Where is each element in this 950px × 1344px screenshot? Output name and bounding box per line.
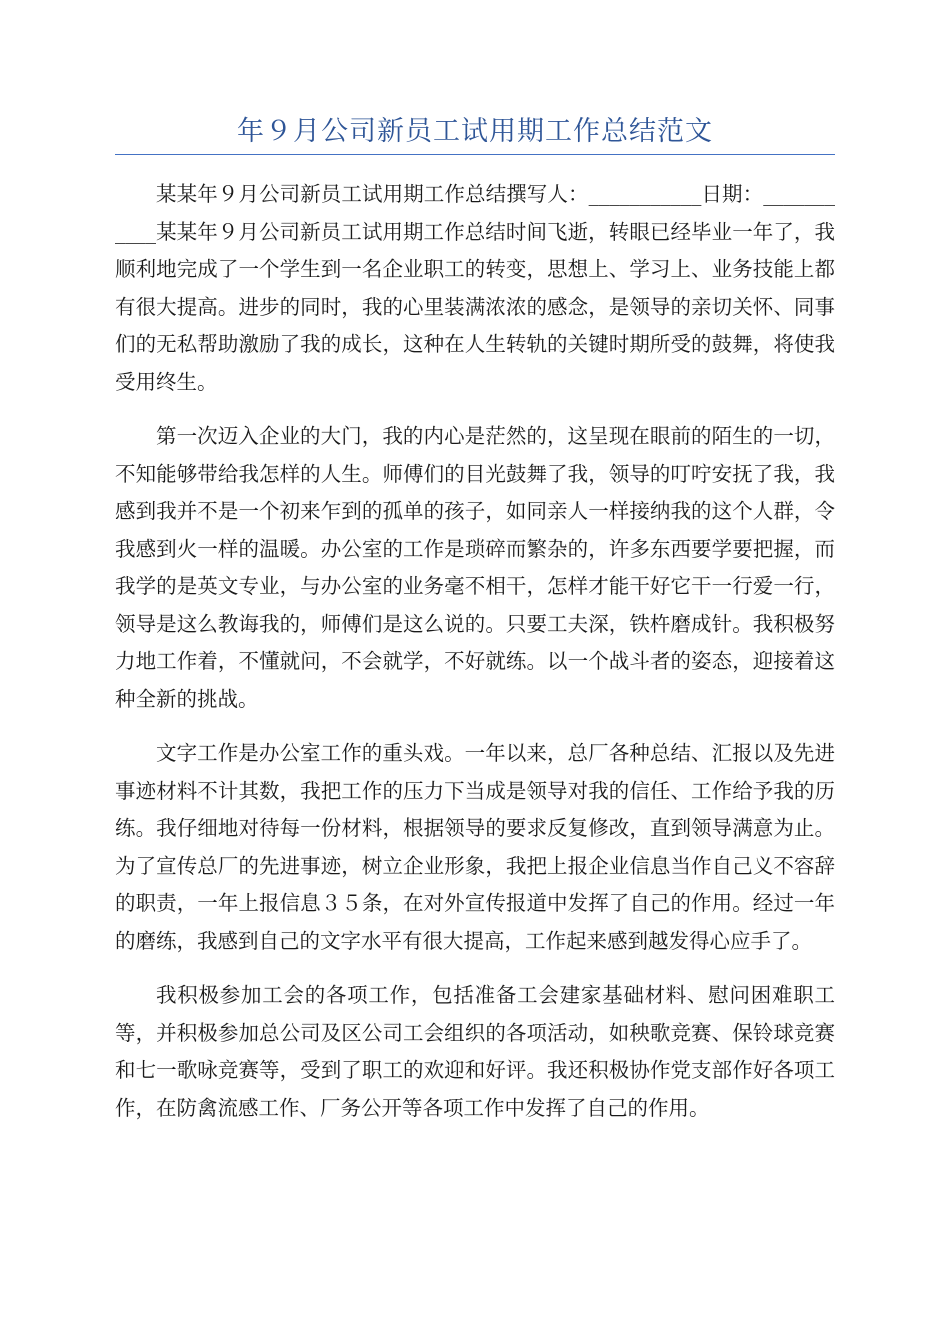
paragraph-3: 文字工作是办公室工作的重头戏。一年以来，总厂各种总结、汇报以及先进事迹材料不计其数，我把工作的压力下当成是领导对我的信任、工作给予我的历练。我仔细地对待每一份材料，根据领导的要求反复修改，直到领导满意为止。为了宣传总厂的先进事迹，树立企业形象，我把上报企业信息当作自己义不容辞的职责，一年上报信息３５条，在对外宣传报道中发挥了自己的作用。经过一年的磨练，我感到自己的文字水平有很大提高，工作起来感到越发得心应手了。: [115, 741, 835, 953]
paragraph-1: 某某年９月公司新员工试用期工作总结撰写人：___________日期：___________某某年９月公司新员工试用期工作总结时间飞逝，转眼已经毕业一年了，我顺利地完成了一个学生到一名企业职工的转变，思想上、学习上、业务技能上都有很大提高。进步的同时，我的心里装满浓浓的感念，是领导的亲切关怀、同事们的无私帮助激励了我的成长，这种在人生转轨的关键时期所受的鼓舞，将使我受用终生。: [115, 182, 835, 394]
document-title: 年９月公司新员工试用期工作总结范文: [237, 116, 713, 147]
document-body: [115, 176, 835, 1144]
paragraph-4: 我积极参加工会的各项工作，包括准备工会建家基础材料、慰问困难职工等，并积极参加总公司及区公司工会组织的各项活动，如秧歌竞赛、保铃球竞赛和七一歌咏竞赛等，受到了职工的欢迎和好评。我还积极协作党支部作好各项工作，在防禽流感工作、厂务公开等各项工作中发挥了自己的作用。: [115, 983, 835, 1120]
paragraph-2: 第一次迈入企业的大门，我的内心是茫然的，这呈现在眼前的陌生的一切，不知能够带给我怎样的人生。师傅们的目光鼓舞了我，领导的叮咛安抚了我，我感到我并不是一个初来乍到的孤单的孩子，如同亲人一样接纳我的这个人群，令我感到火一样的温暖。办公室的工作是琐碎而繁杂的，许多东西要学要把握，而我学的是英文专业，与办公室的业务毫不相干，怎样才能干好它干一行爱一行，领导是这么教诲我的，师傅们是这么说的。只要工夫深，铁杵磨成针。我积极努力地工作着，不懂就问，不会就学，不好就练。以一个战斗者的姿态，迎接着这种全新的挑战。: [115, 424, 835, 711]
title-underline: [115, 154, 835, 155]
